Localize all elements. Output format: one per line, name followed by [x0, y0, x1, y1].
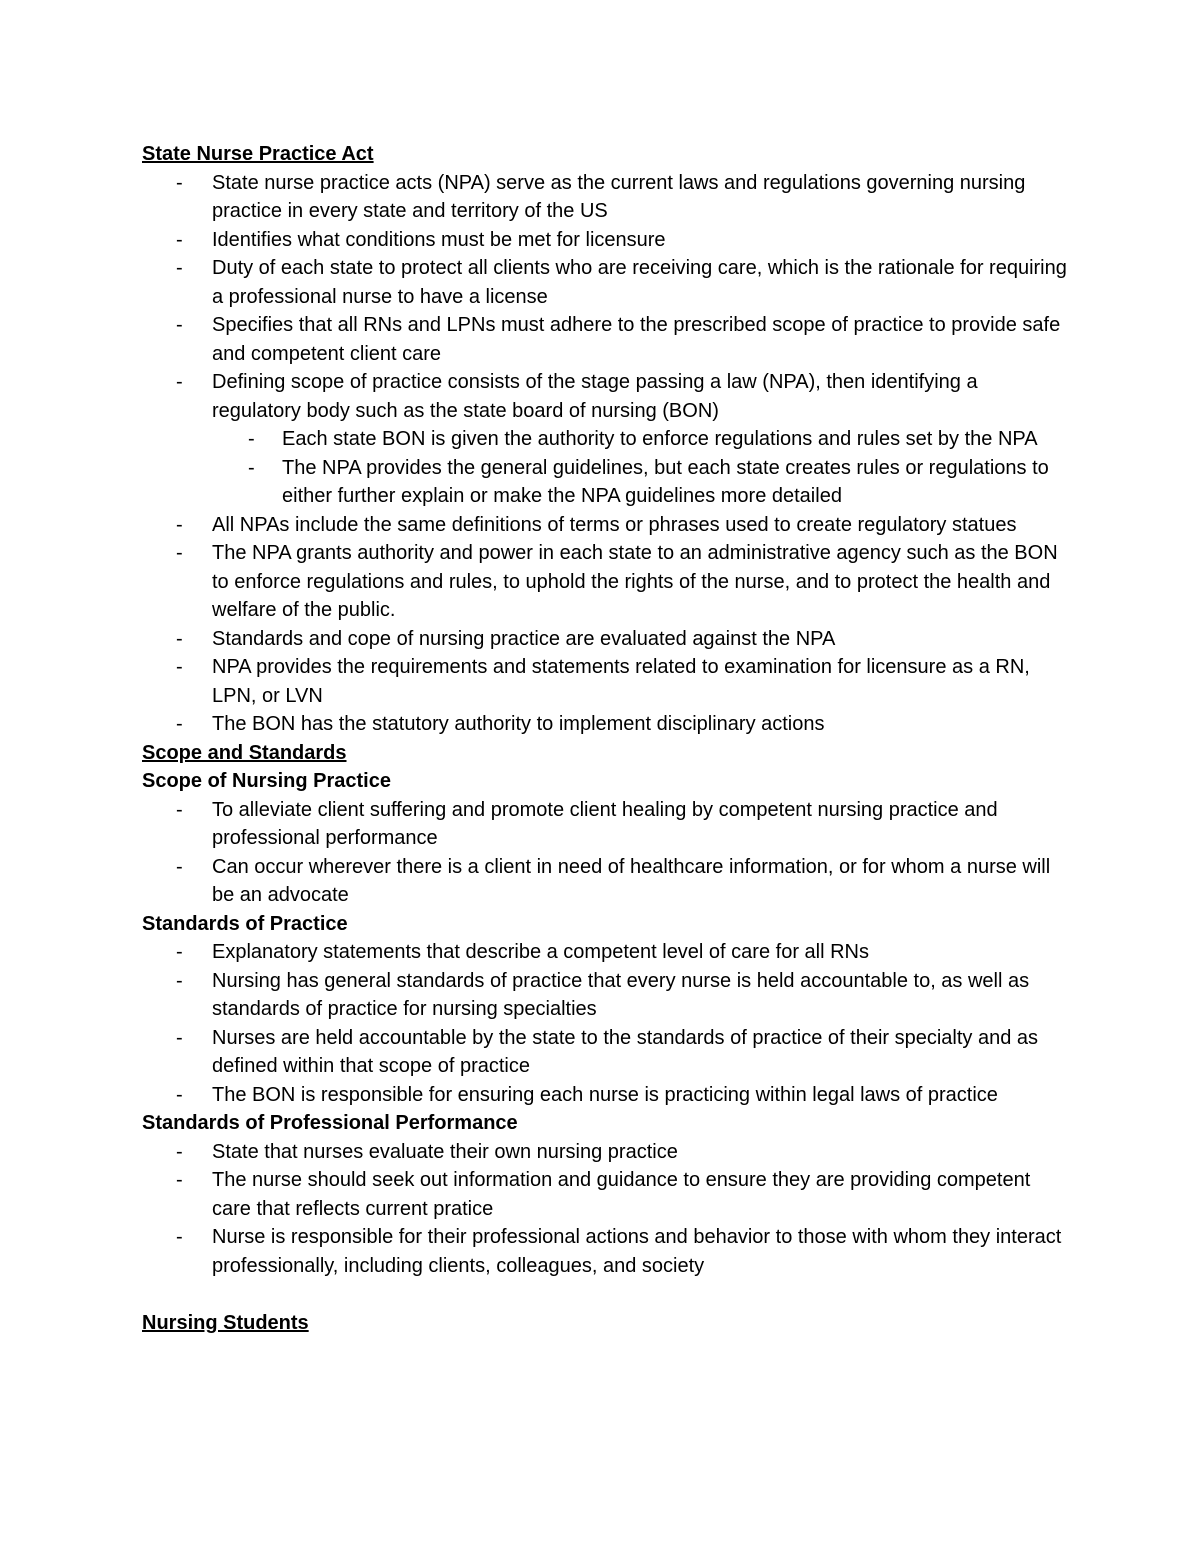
- subheading-scope-practice: Scope of Nursing Practice: [142, 770, 391, 792]
- list-item: - The NPA grants authority and power in each state to an administrative agency such as the BON to enforce regulations and rules, to uphold the rights of the nurse, and to protect the health and welfare of the public.: [142, 539, 1072, 625]
- bullet-dash: -: [248, 456, 255, 479]
- section-heading-students: Nursing Students: [142, 1311, 309, 1334]
- list-item: - To alleviate client suffering and promote client healing by competent nursing practice and professional performance: [142, 796, 1072, 853]
- blank-line: [142, 1280, 1072, 1309]
- list-item: - Identifies what conditions must be met for licensure: [142, 226, 1072, 255]
- bullet-dash: -: [248, 428, 255, 450]
- bullet-dash: -: [176, 969, 183, 992]
- list-item: - Nursing has general standards of practice that every nurse is held accountable to, as well as standards of practice for nursing specialties: [142, 967, 1072, 1024]
- bullet-dash: -: [176, 656, 183, 678]
- list-item: - Standards and cope of nursing practice are evaluated against the NPA: [142, 625, 1072, 654]
- subheading-standards-performance: Standards of Professional Performance: [142, 1112, 518, 1134]
- bullet-dash: -: [176, 1026, 183, 1049]
- list-item: - State nurse practice acts (NPA) serve as the current laws and regulations governing nursing practice in every state and territory of the US: [142, 169, 1072, 226]
- bullet-dash: -: [176, 542, 183, 564]
- standards-practice-list: [142, 938, 1072, 1109]
- bullet-dash: -: [176, 171, 183, 194]
- bullet-dash: -: [176, 1169, 183, 1191]
- bullet-dash: -: [176, 941, 183, 963]
- bullet-dash: -: [176, 371, 183, 393]
- bullet-dash: -: [176, 855, 183, 878]
- list-item: - Specifies that all RNs and LPNs must adhere to the prescribed scope of practice to provide safe and competent client care: [142, 311, 1072, 368]
- document-page: [142, 140, 1072, 1337]
- bullet-dash: -: [176, 1083, 183, 1106]
- scope-practice-list: [142, 796, 1072, 910]
- bullet-dash: -: [176, 713, 183, 735]
- list-item: - Defining scope of practice consists of the stage passing a law (NPA), then identifying a regulatory body such as the state board of nursing (BON) - Each state BON is given the authority to enforce regulations and rules set by the NPA - The NPA provides the general guidelines, but each state creates rules or regulations to either further explain or make the NPA guidelines more detailed: [142, 368, 1072, 511]
- list-item: - Nurses are held accountable by the state to the standards of practice of their specialty and as defined within that scope of practice: [142, 1024, 1072, 1081]
- list-item: - Can occur wherever there is a client in need of healthcare information, or for whom a nurse will be an advocate: [142, 853, 1072, 910]
- npa-list: [142, 169, 1072, 739]
- npa-sub-list: [212, 425, 1072, 511]
- list-item: - NPA provides the requirements and statements related to examination for licensure as a RN, LPN, or LVN: [142, 653, 1072, 710]
- bullet-dash: -: [176, 513, 183, 536]
- section-heading-npa: State Nurse Practice Act: [142, 143, 374, 165]
- list-item: - The BON has the statutory authority to implement disciplinary actions: [142, 710, 1072, 739]
- bullet-dash: -: [176, 228, 183, 251]
- bullet-dash: -: [176, 627, 183, 650]
- list-item: - All NPAs include the same definitions of terms or phrases used to create regulatory statues: [142, 511, 1072, 540]
- list-item: - State that nurses evaluate their own nursing practice: [142, 1138, 1072, 1167]
- standards-performance-list: [142, 1138, 1072, 1281]
- list-item: - Nurse is responsible for their professional actions and behavior to those with whom they interact professionally, including clients, colleagues, and society: [142, 1223, 1072, 1280]
- sub-list-item: - Each state BON is given the authority to enforce regulations and rules set by the NPA: [212, 425, 1072, 454]
- bullet-dash: -: [176, 314, 183, 336]
- bullet-dash: -: [176, 1140, 183, 1163]
- section-heading-scope-standards: Scope and Standards: [142, 741, 347, 764]
- list-item: - Duty of each state to protect all clients who are receiving care, which is the rationale for requiring a professional nurse to have a license: [142, 254, 1072, 311]
- bullet-dash: -: [176, 798, 183, 821]
- subheading-standards-practice: Standards of Practice: [142, 912, 348, 935]
- list-item: - The BON is responsible for ensuring each nurse is practicing within legal laws of practice: [142, 1081, 1072, 1110]
- bullet-dash: -: [176, 257, 183, 279]
- bullet-dash: -: [176, 1226, 183, 1248]
- list-item: - Explanatory statements that describe a competent level of care for all RNs: [142, 938, 1072, 967]
- list-item: - The nurse should seek out information and guidance to ensure they are providing competent care that reflects current pratice: [142, 1166, 1072, 1223]
- sub-list-item: - The NPA provides the general guidelines, but each state creates rules or regulations to either further explain or make the NPA guidelines more detailed: [212, 454, 1072, 511]
